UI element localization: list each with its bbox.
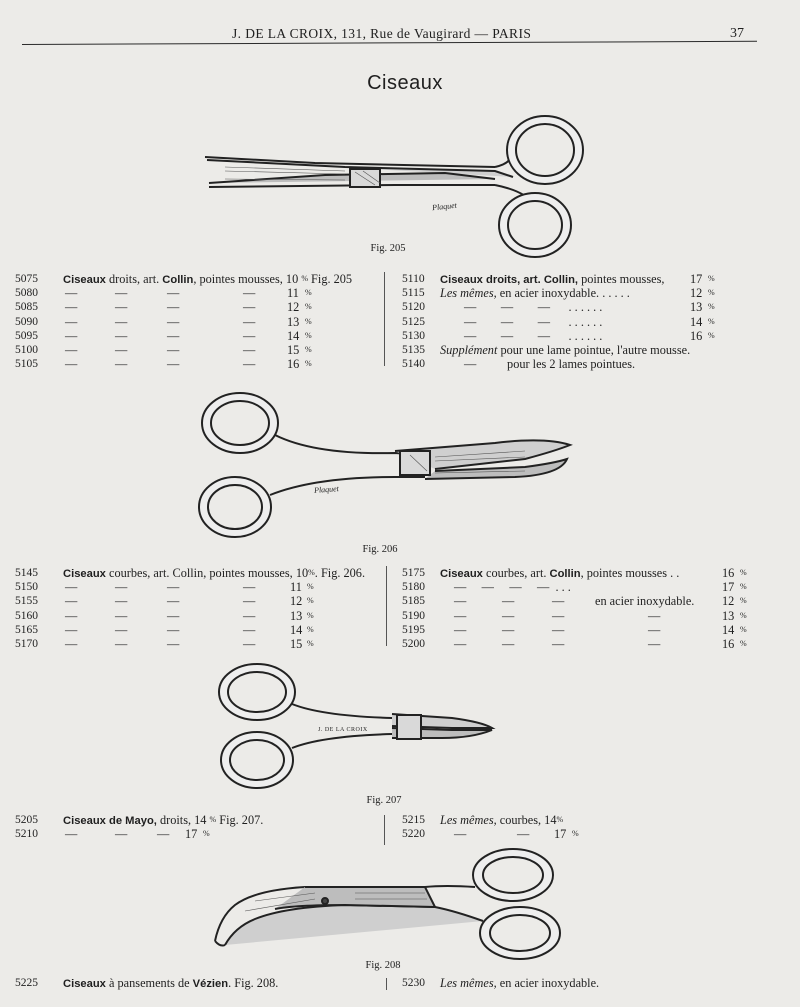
list-item: 5135 Supplément pour une lame pointue, l'autre mousse. (402, 342, 691, 357)
list-item: 5125 — — — . . . . . . 14 % (402, 314, 715, 329)
list-item: 5150 — — — — 11 % (15, 580, 314, 595)
list-item: 5195 — — — — 14 % (402, 622, 747, 637)
column-divider (386, 978, 387, 990)
fig-206-caption: Fig. 206 (362, 544, 398, 555)
list-item: 5130 — — — . . . . . . 16 % (402, 328, 715, 343)
fig-208-caption: Fig. 208 (365, 960, 401, 971)
table-right-2 (402, 566, 792, 651)
table-left-2 (15, 566, 385, 651)
list-item: 5100 — — — — 15 % (15, 342, 312, 357)
list-item: 5145 Ciseaux courbes, art. Collin, pointes mousses, 10%. Fig. 206. (15, 566, 366, 580)
header-rule (22, 41, 757, 45)
list-item: 5165 — — — — 14 % (15, 622, 314, 637)
table-left-1 (15, 272, 380, 371)
list-item: 5170 — — — — 15 % (15, 636, 314, 651)
list-item: 5115 Les mêmes, en acier inoxydable. . . . . . 12 % (402, 286, 715, 301)
running-header: J. DE LA CROIX, 131, Rue de Vaugirard — PARIS (232, 26, 532, 41)
list-item: 5155 — — — — 12 % (15, 594, 314, 609)
table-right-4 (402, 976, 702, 990)
list-item: 5230 Les mêmes, en acier inoxydable. (402, 976, 600, 990)
fig-207-caption: Fig. 207 (366, 795, 402, 806)
list-item: 5200 — — — — 16 % (402, 636, 747, 651)
list-item: 5205 Ciseaux de Mayo, droits, 14 % Fig. 207. (15, 813, 264, 827)
table-right-3 (402, 813, 702, 841)
list-item: 5140 — pour les 2 lames pointues. (402, 357, 636, 372)
section-title: Ciseaux (367, 72, 443, 94)
list-item: 5110 Ciseaux droits, art. Collin, pointes mousses, 17 % (402, 272, 715, 286)
fig-205-engraver-signature: Plaquet (431, 200, 458, 213)
list-item: 5095 — — — — 14 % (15, 328, 312, 343)
list-item: 5090 — — — — 13 % (15, 314, 312, 329)
fig-206-curved-scissors-illustration (195, 385, 585, 545)
page-number: 37 (730, 26, 744, 41)
table-right-1 (402, 272, 792, 371)
table-left-4 (15, 976, 385, 990)
list-item: 5075 Ciseaux droits, art. Collin, pointes mousses, 10 % Fig. 205 (15, 272, 353, 286)
fig-205-straight-scissors-illustration (195, 105, 595, 260)
list-item: 5180 — — — — . . . 17 % (402, 580, 747, 595)
list-item: 5175 Ciseaux courbes, art. Collin, pointes mousses . . 16 % (402, 566, 747, 580)
fig-206-engraver-signature: Plaquet (313, 484, 340, 495)
fig-208-bandage-scissors-illustration (195, 845, 575, 963)
list-item: 5190 — — — — 13 % (402, 608, 747, 623)
list-item: 5105 — — — — 16 % (15, 357, 312, 372)
list-item: 5210 — — — 17 % (15, 827, 210, 842)
column-divider (386, 566, 387, 646)
list-item: 5160 — — — — 13 % (15, 608, 314, 623)
fig-205-caption: Fig. 205 (370, 243, 406, 254)
column-divider (384, 272, 385, 366)
list-item: 5220 — — 17 % (402, 827, 579, 842)
fig-207-maker-mark: J. DE LA CROIX (318, 727, 368, 733)
list-item: 5225 Ciseaux à pansements de Vézien. Fig. 208. (15, 976, 279, 990)
list-item: 5085 — — — — 12 % (15, 300, 312, 315)
list-item: 5185 — — — en acier inoxydable. 12 % (402, 594, 747, 609)
list-item: 5080 — — — — 11 % (15, 286, 312, 301)
table-left-3 (15, 813, 375, 841)
column-divider (384, 815, 385, 845)
list-item: 5120 — — — . . . . . . 13 % (402, 300, 715, 315)
list-item: 5215 Les mêmes, courbes, 14% (402, 813, 564, 827)
